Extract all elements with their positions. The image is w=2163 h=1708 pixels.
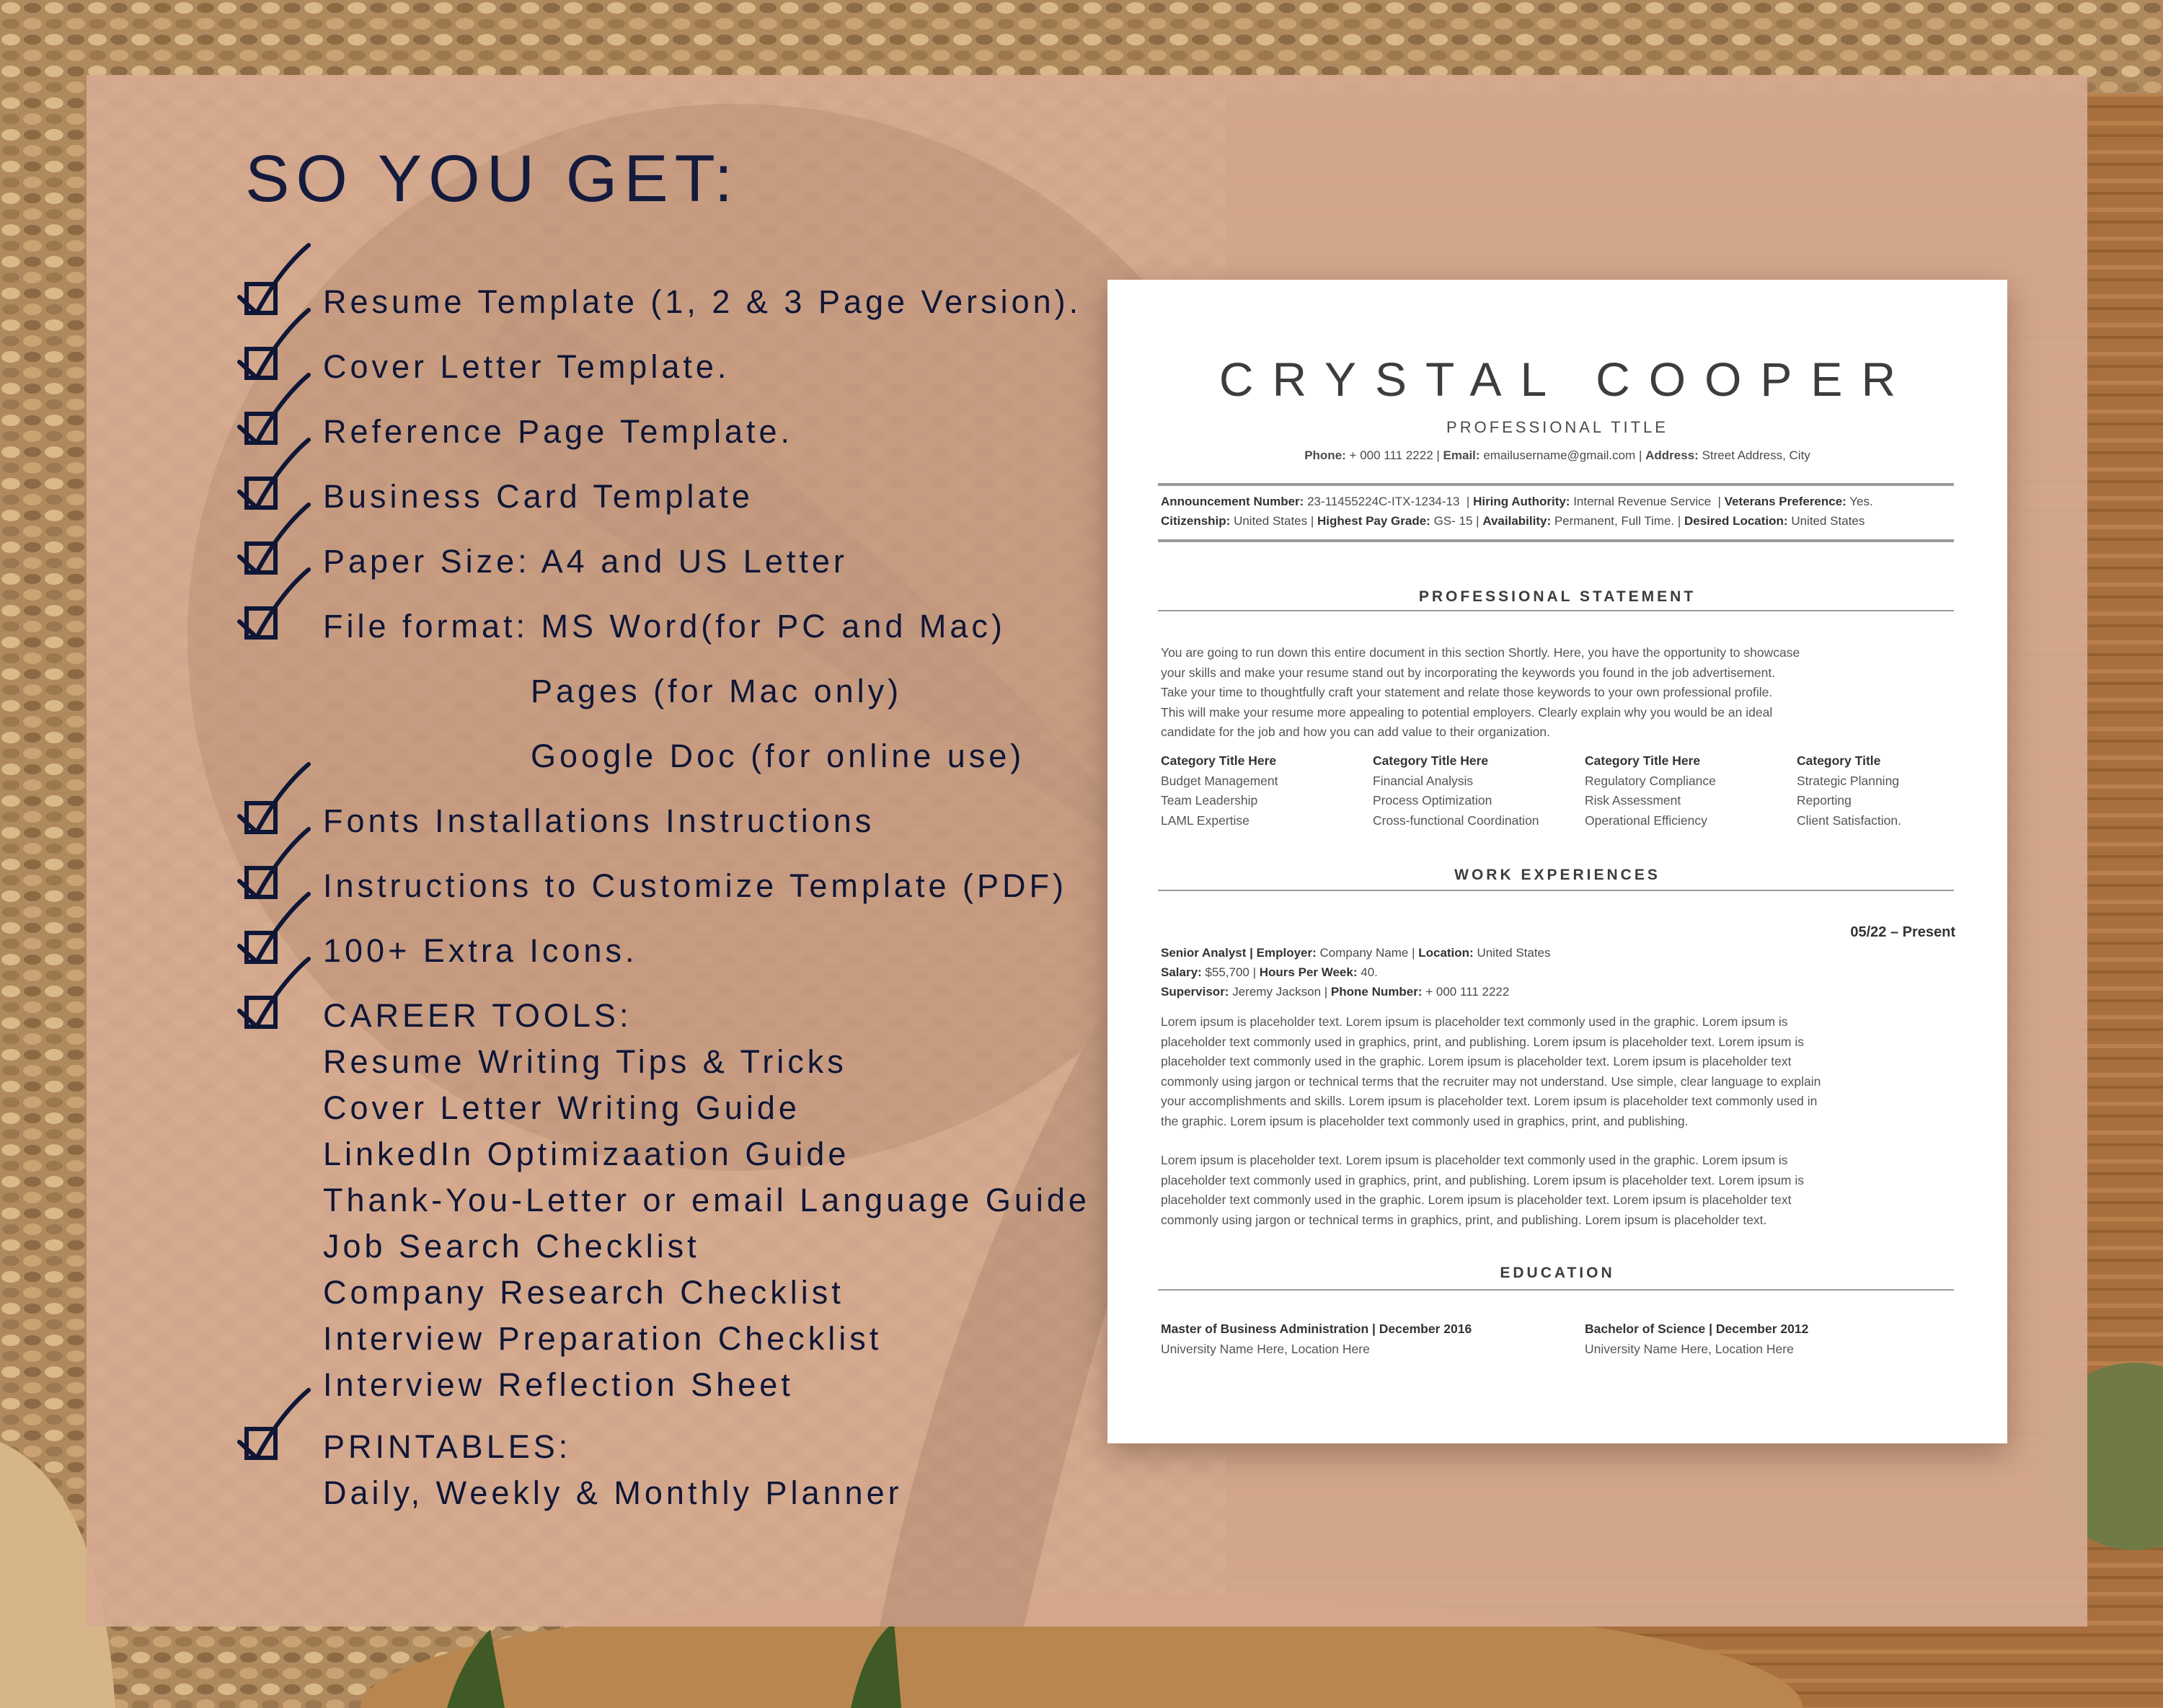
paygrade-value: GS- 15	[1433, 514, 1473, 528]
paragraph-line: your skills and make your resume stand out by incorporating the keywords you found in the job advertisement.	[1161, 665, 1776, 680]
paygrade-label: Highest Pay Grade:	[1317, 514, 1430, 528]
phone-value: + 000 111 2222	[1349, 448, 1433, 462]
job-line-1: Senior Analyst | Employer: Company Name | Location: United States	[1161, 946, 1551, 960]
paragraph-line: Take your time to thoughtfully craft your statement and relate those keywords to your own professional profile.	[1161, 685, 1773, 699]
location-label: Desired Location:	[1684, 514, 1788, 528]
employer-label: Employer:	[1256, 946, 1317, 960]
job-location-label: Location:	[1418, 946, 1474, 960]
feature-item: PRINTABLES:	[323, 1428, 572, 1465]
availability-label: Availability:	[1482, 514, 1552, 528]
checkbox-checked-icon	[236, 1386, 316, 1469]
salary-value: $55,700	[1205, 965, 1249, 979]
feature-item: Resume Template (1, 2 & 3 Page Version).	[323, 283, 1082, 320]
category-skill: LAML Expertise	[1161, 813, 1249, 828]
federal-info-line-2: Citizenship: United States | Highest Pay Grade: GS- 15 | Availability: Permanent, Full Time. | Desired Location: United States	[1161, 514, 1865, 528]
veterans-label: Veterans Preference:	[1724, 495, 1846, 508]
job-line-3: Supervisor: Jeremy Jackson | Phone Number: + 000 111 2222	[1161, 985, 1510, 999]
statement-paragraph	[1161, 643, 1961, 743]
career-tool-item: Interview Preparation Checklist	[323, 1320, 883, 1357]
category-skill: Reporting	[1797, 793, 1852, 807]
job-title: Senior Analyst	[1161, 946, 1247, 960]
category-title: Category Title Here	[1585, 753, 1701, 768]
announcement-label: Announcement Number:	[1161, 495, 1304, 508]
category-skill: Client Satisfaction.	[1797, 813, 1901, 828]
feature-item: Instructions to Customize Template (PDF)	[323, 867, 1067, 904]
paragraph-line: commonly using jargon or technical terms that the recruiter may not understand. Use simple, clear language to explain	[1161, 1074, 1821, 1089]
career-tool-item: Cover Letter Writing Guide	[323, 1089, 800, 1126]
education-heading: EDUCATION	[1500, 1265, 1615, 1281]
feature-item: Google Doc (for online use)	[531, 738, 1025, 774]
feature-item: CAREER TOOLS:	[323, 997, 632, 1034]
career-tool-item: Interview Reflection Sheet	[323, 1366, 794, 1403]
resume-contact-line: Phone: + 000 111 2222 | Email: emailusername@gmail.com | Address: Street Address, City	[1304, 448, 1810, 462]
category-title: Category Title	[1797, 753, 1881, 768]
statement-heading: PROFESSIONAL STATEMENT	[1418, 588, 1697, 605]
feature-item: Business Card Template	[323, 478, 753, 515]
category-title: Category Title Here	[1161, 753, 1277, 768]
work-paragraph-2	[1161, 1151, 1961, 1230]
availability-value: Permanent, Full Time.	[1554, 514, 1675, 528]
category-skill: Regulatory Compliance	[1585, 773, 1716, 788]
paragraph-line: This will make your resume more appealing to potential employers. Clearly explain why you would be an ideal	[1161, 704, 1773, 720]
paragraph-line: placeholder text commonly used in the graphic. Lorem ipsum is placeholder text. Lorem ipsum is placeholder text	[1161, 1054, 1792, 1068]
feature-item: Fonts Installations Instructions	[323, 802, 875, 839]
paragraph-line: your accomplishments and skills. Lorem ipsum is placeholder text. Lorem ipsum is placeholder text commonly used in	[1161, 1094, 1818, 1108]
work-heading: WORK EXPERIENCES	[1454, 867, 1660, 883]
paragraph-line: Lorem ipsum is placeholder text. Lorem ipsum is placeholder text commonly used in the graphic. Lorem ipsum is	[1161, 1014, 1788, 1029]
veterans-value: Yes.	[1849, 495, 1873, 508]
paragraph-line: You are going to run down this entire document in this section Shortly. Here, you have the opportunity to showcase	[1161, 645, 1800, 660]
career-tool-item: LinkedIn Optimizaation Guide	[323, 1136, 850, 1172]
feature-item: File format: MS Word(for PC and Mac)	[323, 608, 1006, 645]
paragraph-line: placeholder text commonly used in graphics, print, and publishing. Lorem ipsum is placeholder text. Lorem ipsum is	[1161, 1172, 1804, 1187]
citizenship-label: Citizenship:	[1161, 514, 1231, 528]
page-heading: SO YOU GET:	[245, 142, 740, 216]
location-value: United States	[1791, 514, 1865, 528]
category-column-1	[1161, 751, 1278, 831]
address-value: Street Address, City	[1702, 448, 1810, 462]
printable-item: Daily, Weekly & Monthly Planner	[323, 1474, 903, 1511]
citizenship-value: United States	[1234, 514, 1308, 528]
address-label: Address:	[1645, 448, 1699, 462]
supervisor-value: Jeremy Jackson	[1232, 985, 1322, 999]
career-tool-item: Thank-You-Letter or email Language Guide	[323, 1182, 1090, 1218]
resume-professional-title: PROFESSIONAL TITLE	[1446, 418, 1668, 436]
sup-phone-value: + 000 111 2222	[1425, 985, 1510, 999]
category-skill: Team Leadership	[1161, 793, 1258, 807]
education-degree: Bachelor of Science | December 2012	[1585, 1322, 1809, 1336]
hours-label: Hours Per Week:	[1259, 965, 1358, 979]
divider	[1158, 539, 1954, 542]
feature-item: Reference Page Template.	[323, 413, 794, 450]
divider	[1158, 483, 1954, 486]
resume-name: CRYSTAL COOPER	[1218, 353, 1915, 406]
supervisor-label: Supervisor:	[1161, 985, 1229, 999]
work-date: 05/22 – Present	[1850, 924, 1955, 940]
paragraph-line: placeholder text commonly used in the graphic. Lorem ipsum is placeholder text. Lorem ipsum is placeholder text	[1161, 1192, 1792, 1207]
divider	[1158, 610, 1954, 611]
feature-item: Pages (for Mac only)	[531, 673, 903, 709]
sup-phone-label: Phone Number:	[1330, 985, 1423, 999]
category-title: Category Title Here	[1373, 753, 1489, 768]
checkbox-checked-icon	[236, 565, 316, 648]
feature-item: Paper Size: A4 and US Letter	[323, 543, 848, 580]
education-entry	[1161, 1319, 1472, 1359]
paragraph-line: the graphic. Lorem ipsum is placeholder text commonly used in graphics, print, and publishing.	[1161, 1113, 1689, 1128]
email-label: Email:	[1443, 448, 1480, 462]
feature-item: 100+ Extra Icons.	[323, 932, 638, 969]
work-paragraph-1	[1161, 1012, 1961, 1131]
announcement-value: 23-11455224C-ITX-1234-13	[1307, 495, 1460, 508]
feature-item: Cover Letter Template.	[323, 348, 730, 385]
category-column-2	[1373, 751, 1539, 831]
category-skill: Process Optimization	[1373, 793, 1492, 807]
education-school: University Name Here, Location Here	[1161, 1341, 1370, 1356]
category-skill: Risk Assessment	[1585, 793, 1681, 807]
hiring-label: Hiring Authority:	[1473, 495, 1570, 508]
category-skill: Strategic Planning	[1797, 773, 1900, 788]
divider	[1158, 890, 1954, 891]
email-value: emailusername@gmail.com	[1483, 448, 1636, 462]
education-degree: Master of Business Administration | December 2016	[1161, 1322, 1472, 1336]
paragraph-line: Lorem ipsum is placeholder text. Lorem ipsum is placeholder text commonly used in the graphic. Lorem ipsum is	[1161, 1153, 1788, 1167]
category-skill: Cross-functional Coordination	[1373, 813, 1539, 828]
phone-label: Phone:	[1304, 448, 1346, 462]
paragraph-line: placeholder text commonly used in graphics, print, and publishing. Lorem ipsum is placeholder text. Lorem ipsum is	[1161, 1034, 1804, 1049]
education-entry	[1585, 1319, 1808, 1359]
paragraph-line: candidate for the job and how you can add value to their organization.	[1161, 725, 1550, 739]
career-tool-item: Job Search Checklist	[323, 1228, 700, 1265]
checkbox-checked-icon	[236, 955, 316, 1037]
resume-preview	[1107, 280, 2007, 1443]
category-skill: Budget Management	[1161, 773, 1278, 788]
education-school: University Name Here, Location Here	[1585, 1341, 1794, 1356]
category-skill: Financial Analysis	[1373, 773, 1474, 788]
hours-value: 40.	[1361, 965, 1378, 979]
employer-value: Company Name	[1319, 946, 1409, 960]
salary-label: Salary:	[1161, 965, 1202, 979]
divider	[1158, 1289, 1954, 1291]
category-skill: Operational Efficiency	[1585, 813, 1707, 828]
hiring-value: Internal Revenue Service	[1573, 495, 1712, 508]
job-location-value: United States	[1477, 946, 1551, 960]
paragraph-line: commonly using jargon or technical terms in graphics, print, and publishing. Lorem ipsum is placeholder text.	[1161, 1212, 1767, 1227]
category-column-3	[1585, 751, 1716, 831]
federal-info-line-1: Announcement Number: 23-11455224C-ITX-1234-13 | Hiring Authority: Internal Revenue Service | Veterans Preference: Yes.	[1161, 495, 1873, 508]
career-tool-item: Company Research Checklist	[323, 1274, 844, 1311]
category-column-4	[1797, 751, 1901, 831]
career-tool-item: Resume Writing Tips & Tricks	[323, 1043, 847, 1080]
job-line-2: Salary: $55,700 | Hours Per Week: 40.	[1161, 965, 1378, 979]
